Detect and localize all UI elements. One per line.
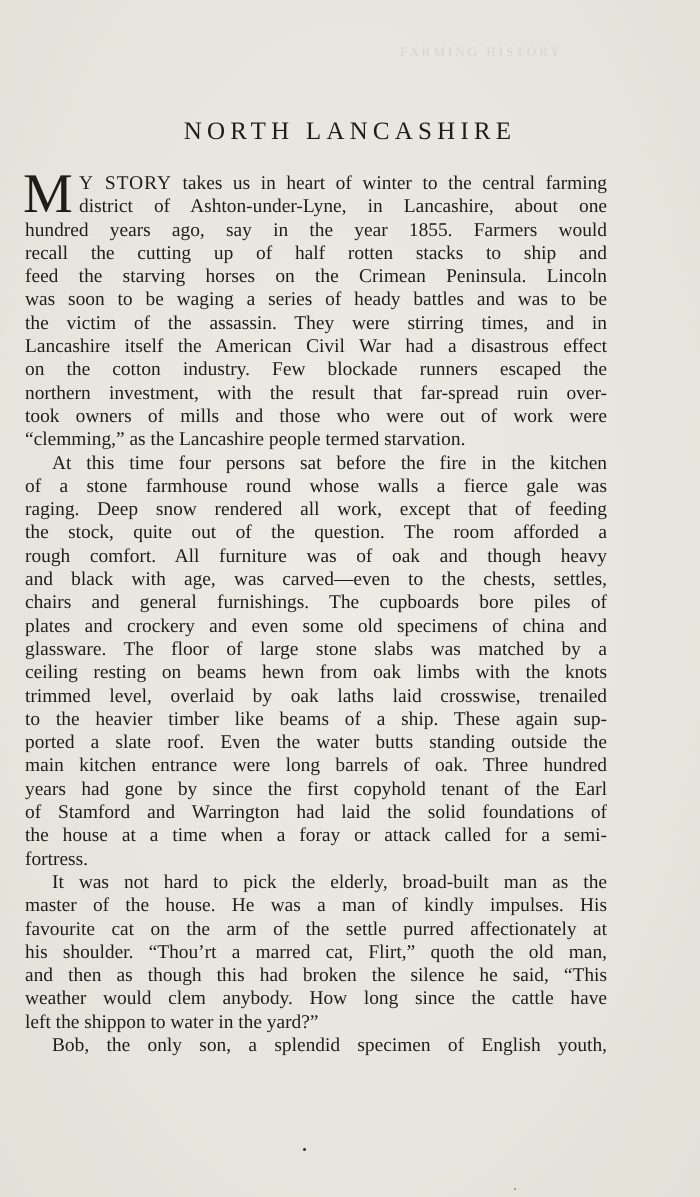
paragraph-3-line: It was not hard to pick the elderly, broad-built man as the [52,871,607,893]
paragraph-1-line [25,172,607,195]
paragraph-4 [25,1034,607,1057]
paragraph-2 [25,452,607,871]
paragraph-3-line: weather would clem anybody. How long since the cattle have [25,988,607,1010]
running-header-bleedthrough: FARMING HISTORY [400,44,563,59]
line-text: takes us in heart of winter to the central farming [171,173,607,194]
paragraph-2-line: trimmed level, overlaid by oak laths laid crosswise, trenailed [25,685,607,707]
paragraph-2-line: the stock, quite out of the question. The room afforded a [25,522,607,544]
paragraph-2-line: to the heavier timber like beams of a ship. These again sup- [25,708,607,730]
paragraph-2-line: At this time four persons sat before the fire in the kitchen [52,452,607,474]
ink-speck [514,1188,516,1190]
paragraph-3-line: and then as though this had broken the silence he said, “This [25,965,607,987]
paragraph-3-line: left the shippon to water in the yard?” [25,1011,319,1033]
paragraph-1-line: feed the starving horses on the Crimean Peninsula. Lincoln [25,266,607,288]
paragraph-1-line: took owners of mills and those who were out of work were [25,405,607,427]
paragraph-2-line: main kitchen entrance were long barrels of oak. Three hundred [25,755,607,777]
paragraph-1-line: recall the cutting up of half rotten stacks to ship and [25,242,607,264]
paragraph-1-line: hundred years ago, say in the year 1855. Farmers would [25,219,607,241]
paragraph-1-line: was soon to be waging a series of heady battles and was to be [25,289,607,311]
paragraph-2-line: ported a slate roof. Even the water butts standing outside the [25,732,607,754]
paragraph-2-line: the house at a time when a foray or attack called for a semi- [25,825,607,847]
paragraph-2-line: plates and crockery and even some old specimens of china and [25,615,607,637]
paragraph-2-line: rough comfort. All furniture was of oak and though heavy [25,545,607,567]
paragraph-3-line: master of the house. He was a man of kindly impulses. His [25,895,607,917]
paragraph-1-line: northern investment, with the result that far-spread ruin over- [25,382,607,404]
paragraph-1-line: district of Ashton-under-Lyne, in Lancashire, about one [79,196,607,218]
paragraph-1-line: the victim of the assassin. They were stirring times, and in [25,312,607,334]
paragraph-2-line: chairs and general furnishings. The cupboards bore piles of [25,592,607,614]
opening-smallcaps: Y STORY [79,173,172,194]
paragraph-1-line: “clemming,” as the Lancashire people termed starvation. [25,429,466,451]
paragraph-3-line: his shoulder. “Thou’rt a marred cat, Flirt,” quoth the old man, [25,941,607,963]
paragraph-2-line: and black with age, was carved—even to the chests, settles, [25,569,607,591]
paragraph-2-line: raging. Deep snow rendered all work, except that of feeding [25,499,607,521]
paragraph-2-line: ceiling resting on beams hewn from oak limbs with the knots [25,662,607,684]
paragraph-2-line: years had gone by since the first copyhold tenant of the Earl [25,778,607,800]
drop-cap: M [23,163,73,225]
chapter-body [23,163,607,1057]
paragraph-2-line: fortress. [25,848,89,870]
paragraph-2-line: of Stamford and Warrington had laid the solid foundations of [25,802,607,824]
paragraph-1 [23,163,607,452]
paragraph-3 [25,871,607,1034]
paragraph-4-line: Bob, the only son, a splendid specimen of English youth, [52,1034,607,1056]
paragraph-1-line: on the cotton industry. Few blockade runners escaped the [25,359,607,381]
paragraph-1-line: Lancashire itself the American Civil War had a disastrous effect [25,336,607,358]
paragraph-3-line: favourite cat on the arm of the settle purred affectionately at [25,918,607,940]
paragraph-2-line: glassware. The floor of large stone slabs was matched by a [25,638,607,660]
chapter-title: NORTH LANCASHIRE [183,118,517,145]
ink-speck [303,1148,306,1151]
paragraph-2-line: of a stone farmhouse round whose walls a fierce gale was [25,475,607,497]
